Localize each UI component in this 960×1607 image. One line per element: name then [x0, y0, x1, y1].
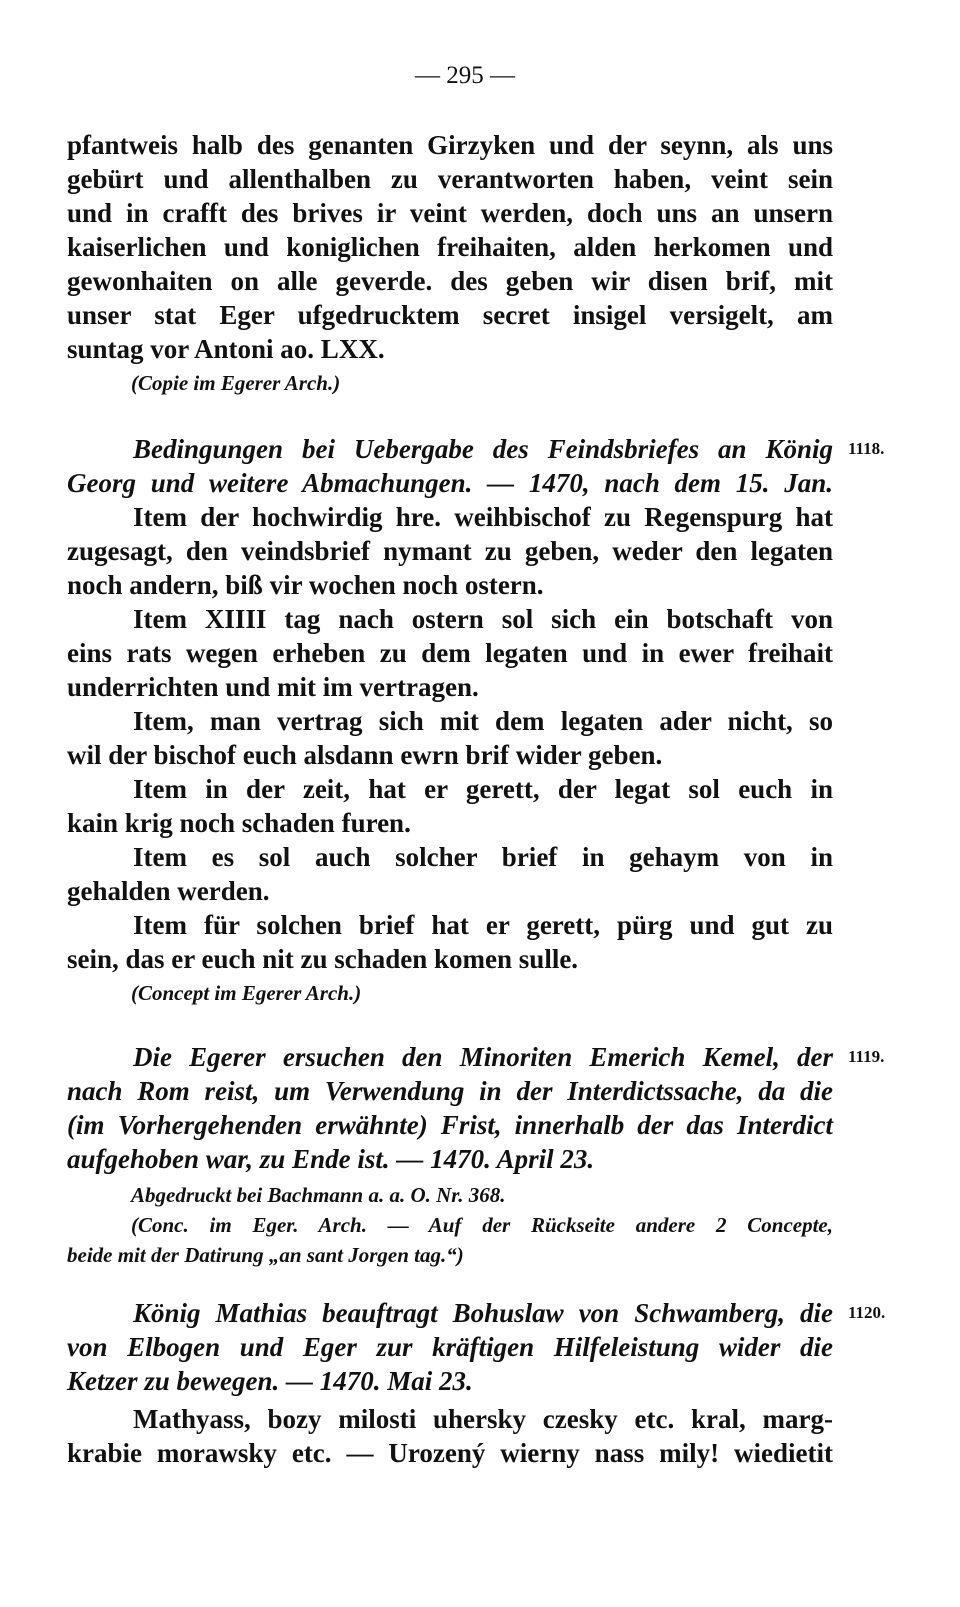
entry-1119 — [67, 1040, 833, 1270]
source-note: (Copie im Egerer Arch.) — [131, 371, 341, 395]
text-line: kaiserlichen und koniglichen freihaiten, alden herkomen und — [67, 232, 833, 262]
text-line: eins rats wegen erheben zu dem legaten und in ewer freihait — [67, 638, 833, 668]
print-reference: Abgedruckt bei Bachmann a. a. O. Nr. 368. — [131, 1183, 506, 1207]
text-line: kain krig noch schaden furen. — [67, 808, 411, 838]
text-line: Mathyass, bozy milosti uhersky czesky etc. kral, marg- — [133, 1404, 833, 1434]
entry-number: 1118. — [848, 439, 885, 458]
text-line: suntag vor Antoni ao. LXX. — [67, 334, 385, 364]
text-line: Item der hochwirdig hre. weihbischof zu Regenspurg hat — [133, 502, 833, 532]
text-line: gehalden werden. — [67, 876, 270, 906]
text-line: pfantweis halb des genanten Girzyken und der seynn, als uns — [67, 130, 833, 160]
page-number: — 295 — — [415, 62, 515, 89]
text-line: noch andern, biß vir wochen noch ostern. — [67, 570, 544, 600]
text-line: Item für solchen brief hat er gerett, pürg und gut zu — [133, 910, 833, 940]
entry-heading-line: nach Rom reist, um Verwendung in der Interdictssache, da die — [67, 1076, 833, 1106]
text-line: Item in der zeit, hat er gerett, der legat sol euch in — [133, 774, 833, 804]
source-note: (Conc. im Eger. Arch. — Auf der Rückseite andere 2 Concepte, — [131, 1213, 833, 1237]
entry-heading-line: (im Vorhergehenden erwähnte) Frist, innerhalb der das Interdict — [67, 1110, 833, 1140]
entry-number: 1120. — [848, 1303, 886, 1322]
entry-heading-line: Die Egerer ersuchen den Minoriten Emerich Kemel, der — [133, 1042, 833, 1072]
text-line: wil der bischof euch alsdann ewrn brif wider geben. — [67, 740, 663, 770]
text-line: gebürt und allenthalben zu verantworten haben, veint sein — [67, 164, 833, 194]
source-note: (Concept im Egerer Arch.) — [131, 981, 362, 1005]
entry-heading-line: Georg und weitere Abmachungen. — 1470, nach dem 15. Jan. — [67, 468, 833, 498]
text-line: und in crafft des brives ir veint werden, doch uns an unsern — [67, 198, 833, 228]
text-line: Item XIIII tag nach ostern sol sich ein botschaft von — [133, 604, 833, 634]
continuation-paragraph — [67, 128, 833, 398]
text-line: underrichten und mit im vertragen. — [67, 672, 479, 702]
text-line: Item, man vertrag sich mit dem legaten ader nicht, so — [133, 706, 833, 736]
text-line: krabie morawsky etc. — Urozený wierny nass mily! wiedietit — [67, 1438, 833, 1468]
text-line: sein, das er euch nit zu schaden komen sulle. — [67, 944, 579, 974]
text-line: Item es sol auch solcher brief in gehaym von in — [133, 842, 833, 872]
entry-heading-line: Ketzer zu bewegen. — 1470. Mai 23. — [67, 1366, 473, 1396]
entry-1118 — [67, 432, 833, 1008]
text-line: zugesagt, den veindsbrief nymant zu geben, weder den legaten — [67, 536, 833, 566]
entry-heading-line: aufgehoben war, zu Ende ist. — 1470. April 23. — [67, 1144, 595, 1174]
text-line: unser stat Eger ufgedrucktem secret insigel versigelt, am — [67, 300, 833, 330]
source-note: beide mit der Datirung „an sant Jorgen tag.“) — [67, 1243, 464, 1267]
entry-1120 — [67, 1296, 833, 1470]
text-line: gewonhaiten on alle geverde. des geben wir disen brif, mit — [67, 266, 833, 296]
entry-heading-line: König Mathias beauftragt Bohuslaw von Schwamberg, die — [133, 1298, 833, 1328]
entry-number: 1119. — [848, 1047, 885, 1066]
entry-heading-line: Bedingungen bei Uebergabe des Feindsbriefes an König — [133, 434, 833, 464]
entry-heading-line: von Elbogen und Eger zur kräftigen Hilfeleistung wider die — [67, 1332, 833, 1362]
